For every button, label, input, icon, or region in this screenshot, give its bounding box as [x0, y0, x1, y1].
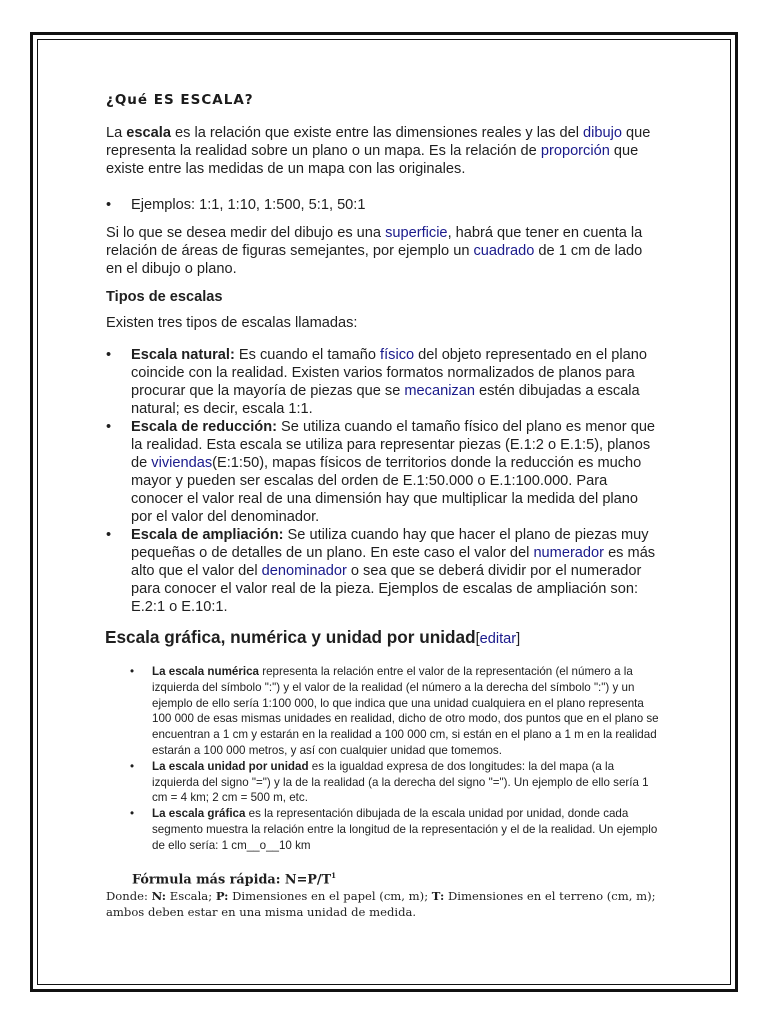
text: Se utiliza cuando el tamaño físico del plano es menor que la realidad. Esta escala se utiliza para representar piezas (E.1:2 o E.1:5), planos de — [131, 419, 656, 471]
section-heading — [105, 626, 662, 650]
section-title: Escala gráfica, numérica y unidad por unidad — [105, 627, 476, 647]
link-fisico[interactable]: físico — [380, 347, 415, 363]
type-label: Escala de ampliación: — [131, 527, 284, 543]
link-mecanizan[interactable]: mecanizan — [404, 383, 475, 399]
kind-label: La escala numérica — [152, 665, 259, 678]
link-denominador[interactable]: denominador — [261, 563, 347, 579]
text: es la igualdad expresa de dos longitudes: la del mapa (a la izquierda del signo "=") y la de la realidad (a la derecha del signo "="). Un ejemplo de ello sería 1 cm = 4 km; 2 cm = 500 m, etc. — [152, 759, 649, 805]
text: representa la relación entre el valor de la representación (el número a la izquierda del símbolo ":") y el valor de la realidad (el número a la derecha del símbolo ":") y un ejemplo de ello sería 1:100 000, lo que indica que una unidad cualquiera en el plano representa 100 000 de esas mismas unidades en realidad, dicho de otro modo, dos puntos que en el plano se encuentran a 1 cm y estarán en la realidad a 100 000 cm, si están en el plano a 1 m en la realidad estarán a 100 000 metros, y así con cualquier unidad que tomemos. — [152, 665, 659, 757]
text: es la representación dibujada de la escala unidad por unidad, donde cada segmento muestra la relación entre la longitud de la representación y el de la realidad. Un ejemplo de ello sería: 1 cm__o__10 km — [152, 807, 658, 852]
var-t: T: — [431, 888, 445, 903]
examples-list — [106, 196, 662, 214]
type-ampliacion — [106, 526, 662, 616]
types-heading: Tipos de escalas — [106, 289, 223, 305]
page-title: ¿Qué ES ESCALA? — [106, 92, 254, 108]
footnote-ref[interactable]: 1 — [331, 870, 336, 880]
kind-numerica — [106, 664, 662, 759]
text: , habrá que tener en cuenta la relación de áreas de figuras semejantes, por ejemplo un — [106, 225, 643, 259]
var-n: N: — [151, 888, 167, 903]
formula-title-text: Fórmula más rápida: N=P/T — [132, 871, 332, 887]
text: que existe entre las medidas de un mapa con las originales. — [106, 143, 639, 177]
formula-body — [106, 888, 662, 920]
kind-label: La escala gráfica — [152, 807, 246, 821]
text: de 1 cm de lado en el dibujo o plano. — [106, 243, 643, 277]
edit-bracket-close: ] — [516, 631, 521, 647]
text: del objeto representado en el plano coincide con la realidad. Existen varios formatos normalizados de planos para procurar que la mayoría de piezas que se — [131, 347, 647, 399]
text: o sea que se deberá dividir por el numerador para conocer el valor real de la pieza. Ejemplos de escalas de ampliación son: E.2:1 o E.10:1. — [131, 563, 642, 615]
type-label: Escala natural: — [131, 347, 235, 363]
type-label: Escala de reducción: — [131, 419, 277, 435]
link-superficie[interactable]: superficie — [385, 225, 448, 241]
text: Dimensiones en el terreno (cm, m); ambos deben estar en una misma unidad de medida. — [106, 888, 656, 919]
text: Dimensiones en el papel (cm, m); — [228, 888, 432, 903]
text: estén dibujadas a escala natural; es decir, escala 1:1. — [131, 383, 640, 417]
text: Se utiliza cuando hay que hacer el plano de piezas muy pequeñas o de detalles de un plano. En este caso el valor del — [131, 527, 649, 561]
types-list — [106, 346, 662, 616]
link-viviendas[interactable]: viviendas — [151, 455, 213, 471]
kinds-list — [106, 664, 662, 854]
text: (E:1:50), mapas físicos de territorios donde la reducción es mucho mayor y pueden ser escalas del orden de E.1:50.000 o E.1:100.000. Para conocer el valor real de una dimensión hay que multiplicar la medida del plano por el valor del denominador. — [131, 455, 642, 525]
link-proporcion[interactable]: proporción — [540, 143, 610, 159]
text: es la relación que existe entre las dimensiones reales y las del — [170, 125, 584, 141]
text: Si lo que se desea medir del dibujo es una — [106, 225, 386, 241]
type-reduccion — [106, 418, 662, 526]
link-dibujo[interactable]: dibujo — [583, 125, 622, 141]
kind-grafica — [106, 806, 662, 853]
edit-bracket-open: [ — [475, 631, 480, 647]
link-cuadrado[interactable]: cuadrado — [473, 243, 535, 259]
edit-link[interactable]: editar — [479, 631, 517, 647]
text: Donde: — [106, 888, 152, 903]
text: Escala; — [166, 888, 216, 903]
text: Es cuando el tamaño — [234, 347, 381, 363]
types-intro: Existen tres tipos de escalas llamadas: — [106, 315, 358, 331]
intro-paragraph — [106, 124, 662, 178]
text: es más alto que el valor del — [131, 545, 656, 579]
link-numerador[interactable]: numerador — [533, 545, 605, 561]
document-content — [106, 92, 662, 920]
formula-title — [132, 868, 662, 888]
var-p: P: — [215, 888, 229, 903]
term-escala: escala — [126, 125, 171, 141]
kind-unidad — [106, 759, 662, 806]
examples-item: • Ejemplos: 1:1, 1:10, 1:500, 5:1, 50:1 — [106, 196, 662, 214]
text: que representa la realidad sobre un plano o un mapa. Es la relación de — [106, 125, 651, 159]
text: La — [106, 125, 127, 141]
type-natural — [106, 346, 662, 418]
formula-block — [106, 868, 662, 920]
kind-label: La escala unidad por unidad — [152, 759, 309, 773]
surface-paragraph — [106, 224, 662, 278]
